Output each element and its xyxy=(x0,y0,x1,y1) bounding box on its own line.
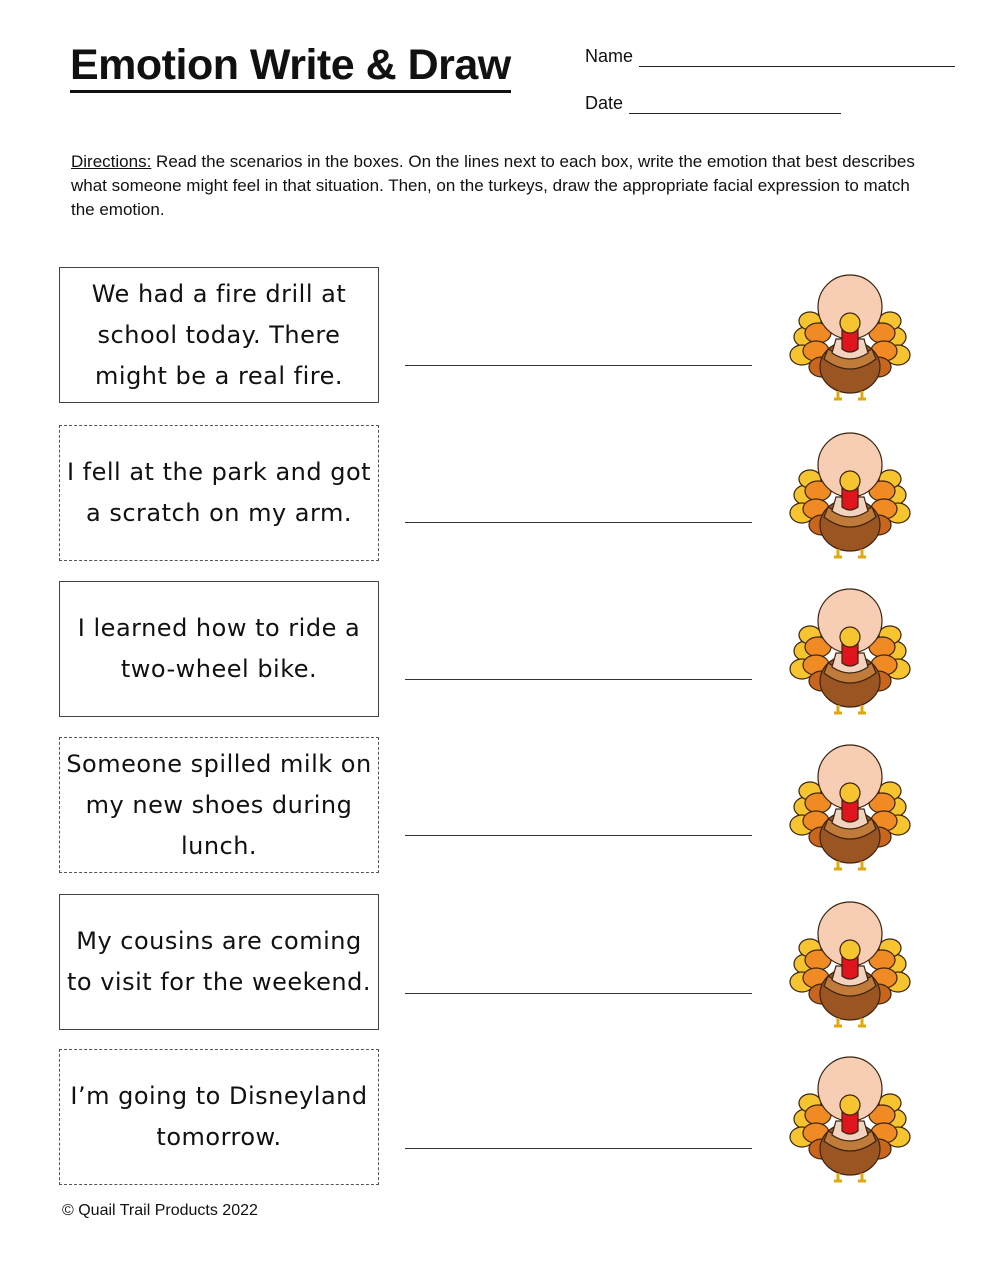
date-label: Date xyxy=(585,93,624,113)
turkey-drawing-icon[interactable] xyxy=(788,894,912,1030)
emotion-answer-line[interactable] xyxy=(405,1148,752,1149)
directions-label: Directions: xyxy=(71,152,152,171)
turkey-drawing-icon[interactable] xyxy=(788,737,912,873)
name-label: Name xyxy=(585,46,634,66)
scenario-text: My cousins are coming to visit for the weekend. xyxy=(67,927,371,996)
copyright: © Quail Trail Products 2022 xyxy=(62,1202,258,1219)
date-field[interactable] xyxy=(585,93,841,114)
scenario-box xyxy=(59,581,379,717)
scenario-box xyxy=(59,737,379,873)
name-field[interactable] xyxy=(585,46,955,67)
directions xyxy=(71,150,921,222)
scenario-text: Someone spilled milk on my new shoes during lunch. xyxy=(66,749,372,860)
scenario-box xyxy=(59,267,379,403)
name-line[interactable] xyxy=(639,48,955,67)
scenario-text: I learned how to ride a two-wheel bike. xyxy=(77,614,361,683)
turkey-drawing-icon[interactable] xyxy=(788,581,912,717)
emotion-answer-line[interactable] xyxy=(405,522,752,523)
scenario-box xyxy=(59,1049,379,1185)
scenario-box xyxy=(59,894,379,1030)
emotion-answer-line[interactable] xyxy=(405,835,752,836)
emotion-answer-line[interactable] xyxy=(405,679,752,680)
turkey-drawing-icon[interactable] xyxy=(788,267,912,403)
date-line[interactable] xyxy=(629,95,841,114)
turkey-drawing-icon[interactable] xyxy=(788,425,912,561)
turkey-drawing-icon[interactable] xyxy=(788,1049,912,1185)
emotion-answer-line[interactable] xyxy=(405,365,752,366)
scenario-text: We had a fire drill at school today. There might be a real fire. xyxy=(91,279,347,390)
emotion-answer-line[interactable] xyxy=(405,993,752,994)
scenario-text: I fell at the park and got a scratch on my arm. xyxy=(66,458,372,527)
scenario-box xyxy=(59,425,379,561)
worksheet-title: Emotion Write & Draw xyxy=(70,40,511,93)
directions-text: Read the scenarios in the boxes. On the lines next to each box, write the emotion that best describes what someone might feel in that situation. Then, on the turkeys, draw the appropriate facial expression to match the emotion. xyxy=(71,152,915,219)
scenario-text: I’m going to Disneyland tomorrow. xyxy=(70,1082,368,1151)
